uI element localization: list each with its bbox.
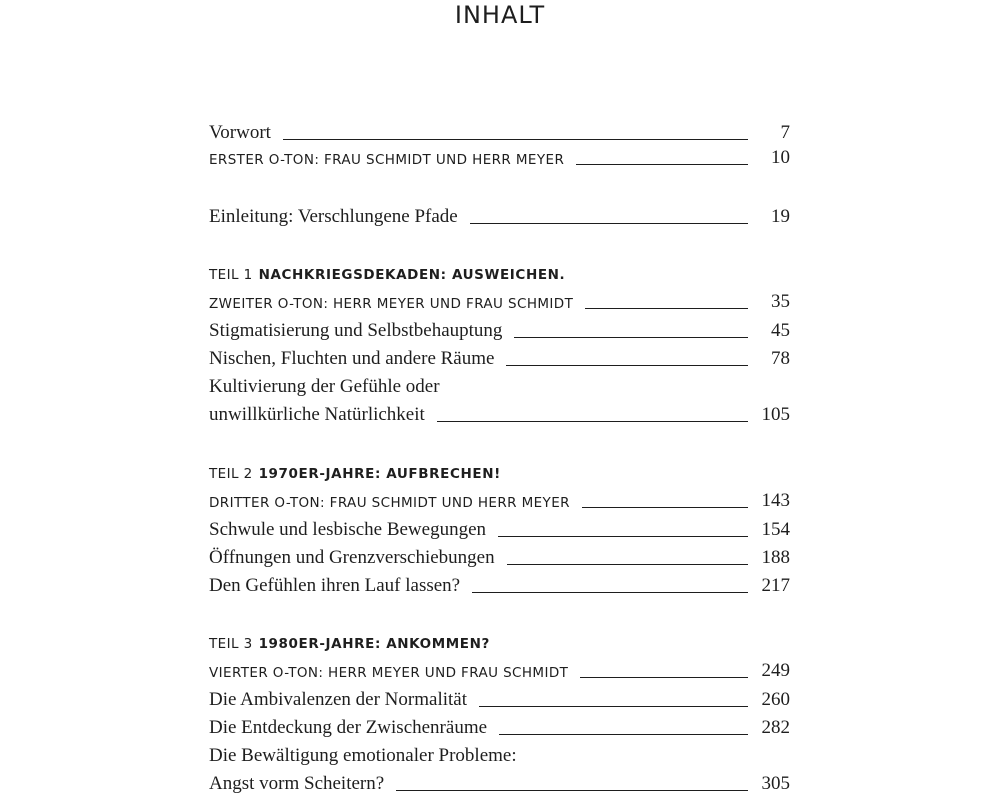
toc-entry-label: Schwule und lesbische Bewegungen <box>209 519 487 540</box>
toc-entry[interactable] <box>209 316 790 344</box>
toc-entry-label: Nischen, Fluchten und andere Räume <box>209 348 495 369</box>
part-heading <box>209 627 490 655</box>
page-title: INHALT <box>454 1 546 29</box>
toc-entry[interactable] <box>209 486 790 514</box>
toc-entry[interactable] <box>209 656 790 684</box>
toc-leader-line <box>283 139 748 140</box>
toc-entry-page: 260 <box>761 689 790 710</box>
toc-leader-line <box>582 507 748 508</box>
toc-leader-line <box>499 734 748 735</box>
toc-entry-page: 35 <box>771 291 790 312</box>
toc-entry[interactable] <box>209 713 790 741</box>
toc-leader-line <box>498 536 748 537</box>
toc-entry-label: Die Entdeckung der Zwischenräume <box>209 717 488 738</box>
toc-entry[interactable] <box>209 118 790 146</box>
toc-entry-page: 154 <box>761 519 790 540</box>
toc-entry-page: 19 <box>771 206 790 227</box>
toc-leader-line <box>479 706 748 707</box>
toc-entry-page: 78 <box>771 348 790 369</box>
toc-entry[interactable] <box>209 202 790 230</box>
toc-leader-line <box>470 223 748 224</box>
toc-entry-page: 105 <box>761 404 790 425</box>
toc-entry-label: Stigmatisierung und Selbstbehauptung <box>209 320 503 341</box>
part-heading <box>209 457 501 485</box>
toc-leader-line <box>396 790 748 791</box>
toc-entry-page: 143 <box>761 490 790 511</box>
toc-leader-line <box>580 677 748 678</box>
toc-entry-page: 249 <box>761 660 790 681</box>
part-number: TEIL 2 <box>209 466 253 482</box>
toc-entry-page: 7 <box>780 122 790 143</box>
toc-entry[interactable] <box>209 400 790 428</box>
toc-entry-label-line1: Die Bewältigung emotionaler Probleme: <box>209 745 517 766</box>
part-number: TEIL 3 <box>209 636 253 652</box>
toc-entry-label: DRITTER O-TON: FRAU SCHMIDT UND HERR MEYER <box>209 495 570 511</box>
toc-entry[interactable] <box>209 769 790 797</box>
toc-leader-line <box>576 164 748 165</box>
toc-entry-label: unwillkürliche Natürlichkeit <box>209 404 425 425</box>
toc-entry[interactable] <box>209 543 790 571</box>
toc-entry-label: ERSTER O-TON: FRAU SCHMIDT UND HERR MEYER <box>209 152 565 168</box>
toc-entry-label: Den Gefühlen ihren Lauf lassen? <box>209 575 461 596</box>
part-number: TEIL 1 <box>209 267 253 283</box>
toc-entry-label: Vorwort <box>209 122 271 143</box>
toc-entry-label: VIERTER O-TON: HERR MEYER UND FRAU SCHMIDT <box>209 665 569 681</box>
part-title: NACHKRIEGSDEKADEN: AUSWEICHEN. <box>258 267 566 283</box>
toc-leader-line <box>585 308 748 309</box>
toc-entry-label: Die Ambivalenzen der Normalität <box>209 689 467 710</box>
part-heading <box>209 258 565 286</box>
toc-entry-label: Angst vorm Scheitern? <box>209 773 385 794</box>
toc-entry-label: Öffnungen und Grenzverschiebungen <box>209 547 495 568</box>
toc-entry-page: 188 <box>761 547 790 568</box>
part-title: 1980ER-JAHRE: ANKOMMEN? <box>258 636 490 652</box>
toc-entry-page: 217 <box>761 575 790 596</box>
toc-entry[interactable] <box>209 685 790 713</box>
toc-leader-line <box>472 592 748 593</box>
toc-entry[interactable] <box>209 287 790 315</box>
toc-entry[interactable] <box>209 571 790 599</box>
toc-entry-label: ZWEITER O-TON: HERR MEYER UND FRAU SCHMIDT <box>209 296 574 312</box>
part-title: 1970ER-JAHRE: AUFBRECHEN! <box>258 466 501 482</box>
toc-entry-page: 45 <box>771 320 790 341</box>
toc-entry[interactable] <box>209 515 790 543</box>
toc-entry[interactable] <box>209 344 790 372</box>
toc-entry-page: 10 <box>771 147 790 168</box>
toc-entry-page: 305 <box>761 773 790 794</box>
toc-entry[interactable] <box>209 143 790 171</box>
toc-entry-label-line1: Kultivierung der Gefühle oder <box>209 376 440 397</box>
toc-leader-line <box>437 421 748 422</box>
toc-entry-label: Einleitung: Verschlungene Pfade <box>209 206 458 227</box>
toc-leader-line <box>507 564 748 565</box>
toc-leader-line <box>514 337 748 338</box>
toc-entry-page: 282 <box>761 717 790 738</box>
toc-leader-line <box>506 365 748 366</box>
